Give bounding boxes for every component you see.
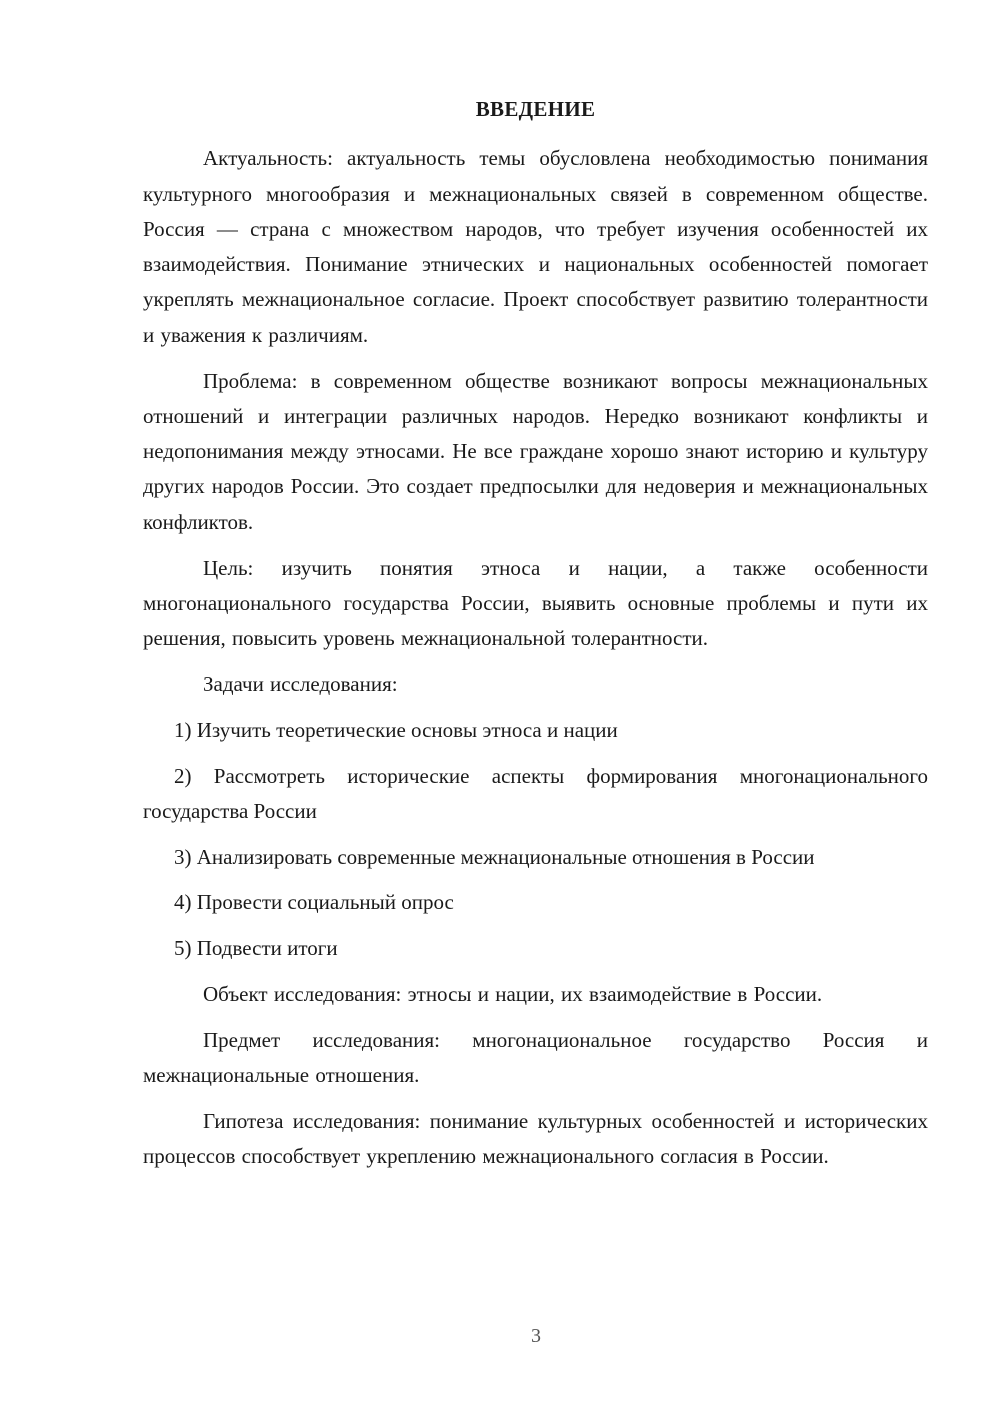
tasks-heading: Задачи исследования: — [203, 671, 398, 696]
document-page — [143, 92, 928, 1185]
page-number: 3 — [531, 1325, 541, 1347]
object-paragraph: Объект исследования: этносы и нации, их взаимодействие в России. — [203, 982, 823, 1007]
task-item-5: 5) Подвести итоги — [174, 936, 338, 961]
page-title: ВВЕДЕНИЕ — [475, 97, 596, 121]
hypothesis-paragraph: Гипотеза исследования: понимание культурных особенностей и исторических процессов способствует укреплению межнационального согласия в России. — [143, 1108, 928, 1169]
task-item-4: 4) Провести социальный опрос — [174, 890, 454, 915]
task-item-3: 3) Анализировать современные межнациональные отношения в России — [174, 844, 815, 869]
goal-paragraph: Цель: изучить понятия этноса и нации, а также особенности многонационального государства России, выявить основные проблемы и пути их решения, повысить уровень межнациональной толерантности. — [143, 555, 928, 651]
task-item-1: 1) Изучить теоретические основы этноса и нации — [174, 717, 618, 742]
relevance-paragraph: Актуальность: актуальность темы обусловлена необходимостью понимания культурного многообразия и межнациональных связей в современном обществе. Россия — страна с множеством народов, что требует изучения особенностей их взаимодействия. Понимание этнических и национальных особенностей помогает укреплять межнациональное согласие. Проект способствует развитию толерантности и уважения к различиям. — [143, 146, 928, 347]
task-item-2: 2) Рассмотреть исторические аспекты формирования многонационального государства России — [143, 763, 928, 823]
problem-paragraph: Проблема: в современном обществе возникают вопросы межнациональных отношений и интеграции различных народов. Нередко возникают конфликты и недопонимания между этносами. Не все граждане хорошо знают историю и культуру других народов России. Это создает предпосылки для недоверия и межнациональных конфликтов. — [143, 368, 928, 534]
subject-paragraph: Предмет исследования: многонациональное государство Россия и межнациональные отношения. — [143, 1027, 928, 1088]
